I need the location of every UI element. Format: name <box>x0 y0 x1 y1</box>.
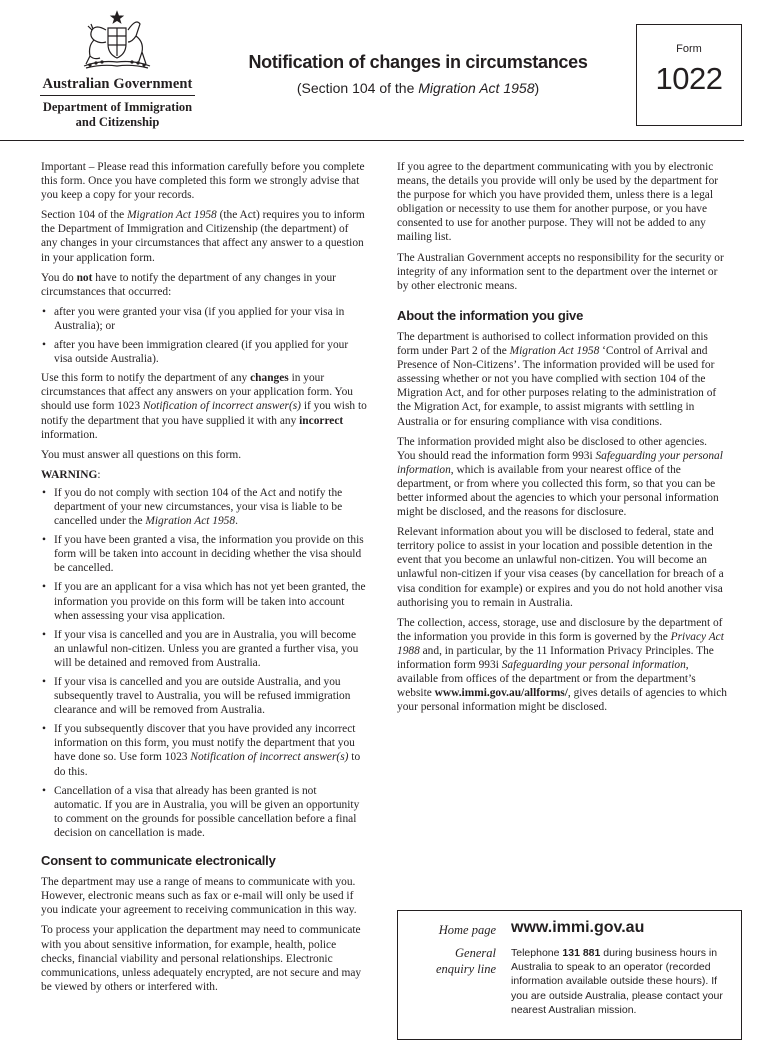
list-item: • If your visa is cancelled and you are in Australia, you will become an unlawful non-citizen. Unless you are granted a further visa, you will be detained and removed from Australia. <box>41 628 367 670</box>
answer-all-paragraph: You must answer all questions on this form. <box>41 448 242 461</box>
list-item: • If you subsequently discover that you have provided any incorrect information on this form, you must notify the department that you have done so. Use form 1023 Notification of incorrect answer(s) to do this. <box>41 722 367 778</box>
header-divider <box>0 140 744 141</box>
list-item: • If you have been granted a visa, the information you provide on this form will be taken into account in deciding whether the visa should be cancelled. <box>41 533 367 575</box>
homepage-link[interactable]: www.immi.gov.au <box>511 919 645 936</box>
contact-box <box>397 910 742 1040</box>
allforms-link[interactable]: www.immi.gov.au/allforms/ <box>434 687 568 700</box>
not-notify-paragraph: You do not have to notify the department of any changes in your circumstances that occurred: <box>41 271 336 298</box>
form-number-box <box>636 24 742 126</box>
department-name <box>30 100 205 130</box>
list-item: • after you have been immigration cleared (if you applied for your visa outside Australia). <box>41 338 367 366</box>
exemption-list <box>41 305 367 366</box>
logo-divider <box>40 95 195 96</box>
homepage-label: Home page <box>438 923 496 937</box>
warning-list <box>41 486 367 840</box>
subtitle-suffix: ) <box>534 80 540 96</box>
phone-number[interactable]: 131 881 <box>562 947 601 959</box>
page-title: Notification of changes in circumstances <box>248 52 588 72</box>
section-104-paragraph: Section 104 of the Migration Act 1958 (the Act) requires you to inform the Department of Immigration and Citizenship (the department) of any changes in your circumstances that affect any answer to a question in your application form. <box>41 209 365 264</box>
left-column <box>41 160 367 1000</box>
list-item: • after you were granted your visa (if you applied for your visa in Australia); or <box>41 305 367 333</box>
form-number: 1022 <box>655 61 723 96</box>
intro-paragraph: Important – Please read this information carefully before you complete this form. Once you have completed this form we strongly advise that you keep a copy for your records. <box>41 161 365 202</box>
list-item: • Cancellation of a visa that already has been granted is not automatic. If you are in Australia, you will be given an opportunity to comment on the grounds for possible cancellation before a final decision on cancellation is made. <box>41 784 367 840</box>
page-subtitle <box>232 80 604 96</box>
security-disclaimer-paragraph: The Australian Government accepts no responsibility for the security or integrity of any information sent to the department over the internet or by other electronic means. <box>397 251 724 292</box>
right-column <box>397 160 727 720</box>
use-form-paragraph: Use this form to notify the department of any changes in your circumstances that affect any answers on your application form. You should use form 1023 Notification of incorrect answer(s) if you wish to notify the department that you have supplied it with any incorrect information. <box>41 372 367 441</box>
department-line-1: Department of Immigration <box>42 100 193 114</box>
form-label: Form <box>676 43 702 55</box>
government-name: Australian Government <box>42 76 193 92</box>
consent-paragraph-2: To process your application the department may need to communicate with you about sensitive information, for example, health, police checks, financial viability and personal relationships. Electronic communications, unless adequately encrypted, are not secure and may be viewed by others or interfered with. <box>41 924 362 993</box>
police-paragraph: Relevant information about you will be disclosed to federal, state and territory police to assist in your location and possible detention in the event that you become an unlawful non-citizen. You will become an unlawful non-citizen if your visa ceases (by cancellation for breach of a visa condition for example) or expires and you do not hold another visa authorising you to remain in Australia. <box>397 526 724 609</box>
about-information-heading: About the information you give <box>397 307 584 323</box>
consent-heading: Consent to communicate electronically <box>41 853 276 869</box>
privacy-paragraph: The collection, access, storage, use and disclosure by the department of the information you provide in this form is governed by the Privacy Act 1988 and, in particular, by the 11 Information Privacy Principles. The information form 993i Safeguarding your personal information, available from offices of the department or from the department’s website www.immi.gov.au/allforms/, gives details of agencies to which your personal information might be disclosed. <box>397 616 727 714</box>
coat-of-arms-logo <box>76 10 158 74</box>
department-line-2: and Citizenship <box>75 115 160 129</box>
disclosure-paragraph: The information provided might also be disclosed to other agencies. You should read the information form 993i Safeguarding your personal information, which is available from your nearest office of the department, or from where you collected this form, so that you can be better informed about the agencies to which your personal information might be disclosed, and the reasons for disclosure. <box>397 435 723 519</box>
list-item: • If your visa is cancelled and you are outside Australia, and you subsequently travel to Australia, you will be refused immigration clearance and will be removed from Australia. <box>41 675 367 717</box>
warning-heading: WARNING: <box>41 468 101 481</box>
subtitle-prefix: (Section 104 of the <box>296 80 419 96</box>
list-item: • If you are an applicant for a visa which has not yet been granted, the information you provide on this form will be taken into account when assessing your visa application. <box>41 580 367 622</box>
enquiry-text: Telephone 131 881 during business hours in Australia to speak to an operator (recorded information available outside these hours). If you are outside Australia, please contact your nearest Australian mission. <box>511 947 723 1016</box>
enquiry-label: General enquiry line <box>435 946 496 976</box>
subtitle-act: Migration Act 1958 <box>418 80 535 96</box>
consent-paragraph-1: The department may use a range of means to communicate with you. However, electronic means such as fax or e-mail will only be used if you indicate your agreement to receiving communication in this way. <box>41 876 357 917</box>
electronic-consent-paragraph: If you agree to the department communicating with you by electronic means, the details you provide will only be used by the department for the purpose for which you have provided them, unless there is a legal obligation or necessity to use them for another purpose, or you have consented to use for another purpose. They will not be added to any mailing list. <box>397 161 719 244</box>
authorised-paragraph: The department is authorised to collect information provided on this form under Part 2 of the Migration Act 1958 ‘Control of Arrival and Presence of Non-Citizens’. The information provided will be used for assessing whether or not you have complied with section 104 of the Migration Act, and for other purposes relating to the administration of the Migration Act, for example, to assist migrants with settling in Australia or for ensuring compliance with visa conditions. <box>397 330 717 428</box>
list-item: • If you do not comply with section 104 of the Act and notify the department of your new circumstances, your visa is liable to be cancelled under the Migration Act 1958. <box>41 486 367 528</box>
